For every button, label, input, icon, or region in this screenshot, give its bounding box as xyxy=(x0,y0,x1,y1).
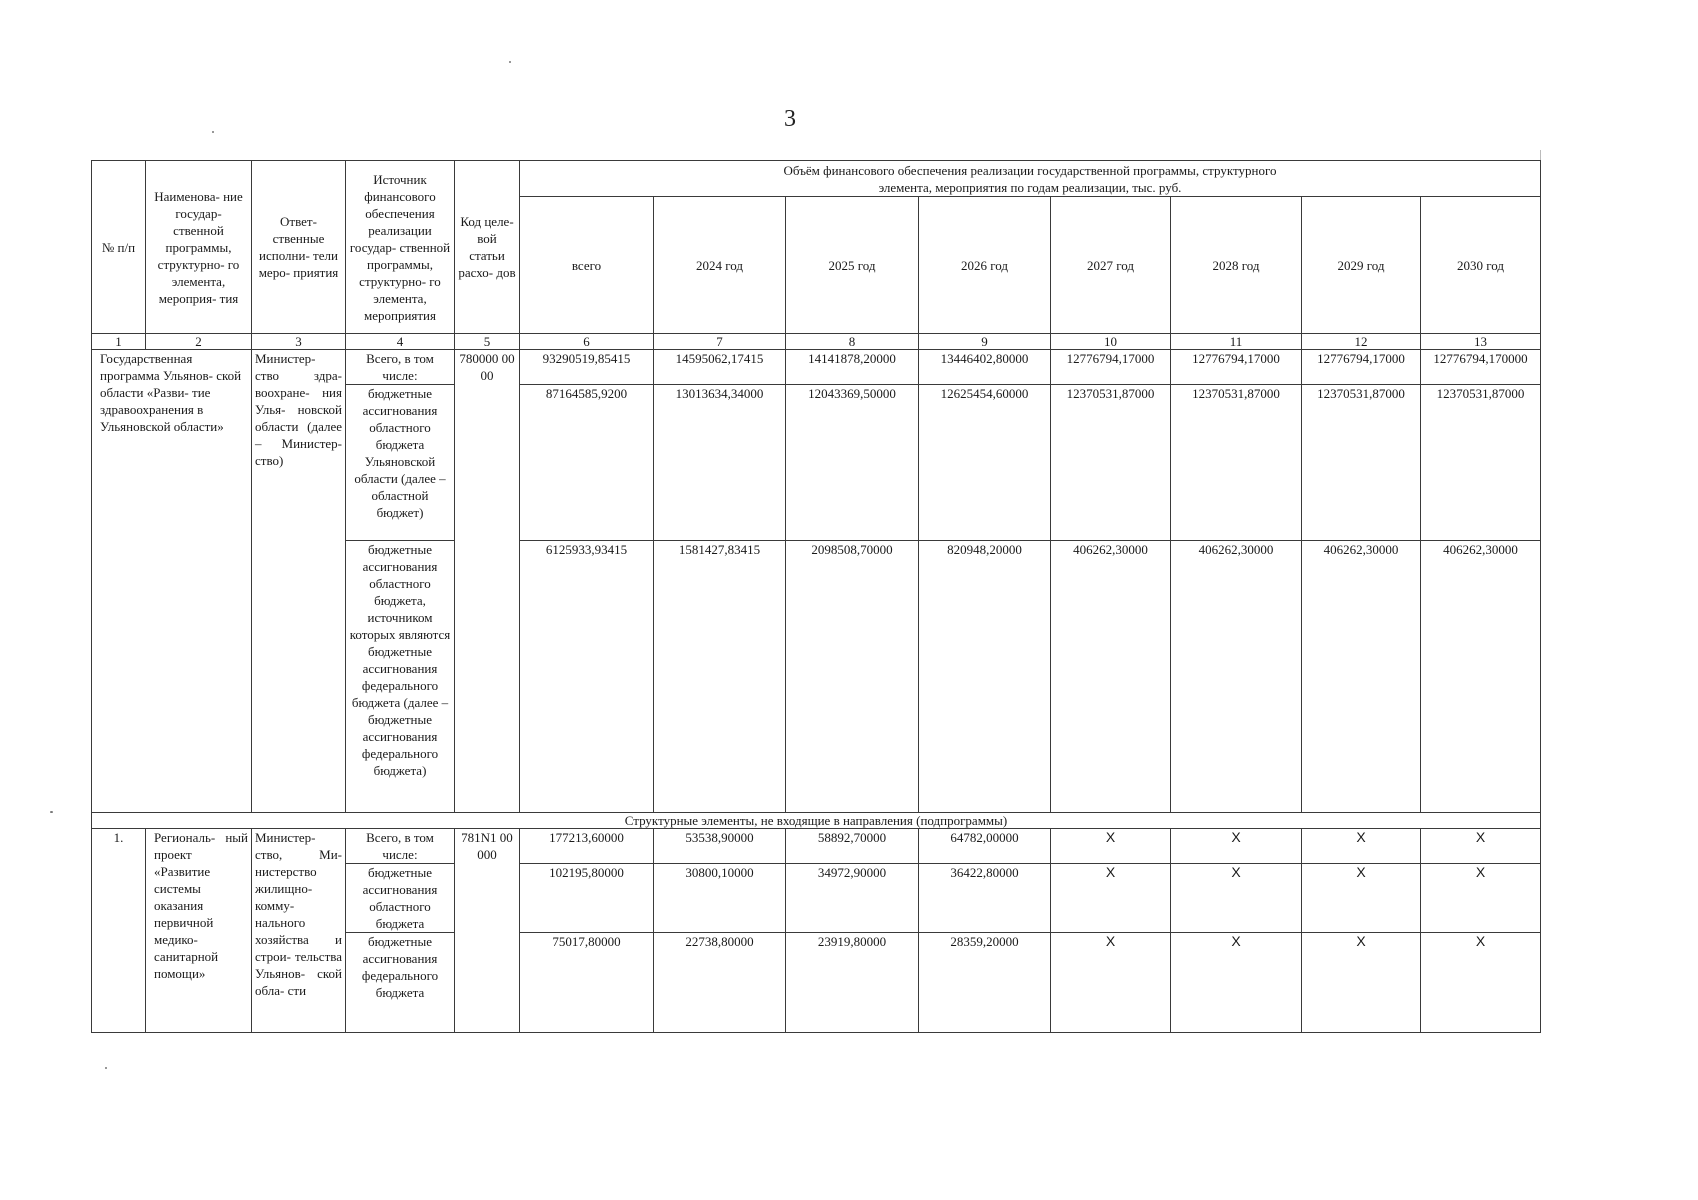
value-cell: 406262,30000 xyxy=(1302,541,1421,813)
value-cell: 22738,80000 xyxy=(654,933,786,1033)
column-number: 10 xyxy=(1051,334,1171,350)
program-row xyxy=(92,350,1541,385)
column-number: 11 xyxy=(1171,334,1302,350)
column-number: 2 xyxy=(146,334,252,350)
value-cell: X xyxy=(1421,829,1541,864)
header-number: № п/п xyxy=(92,161,146,334)
column-number: 4 xyxy=(346,334,455,350)
header-name: Наименова- ние государ- ственной программы, структурно- го элемента, мероприя- тия xyxy=(146,161,252,334)
header-year: 2024 год xyxy=(654,197,786,334)
value-cell: X xyxy=(1171,829,1302,864)
value-cell: 12776794,17000 xyxy=(1051,350,1171,385)
project-row xyxy=(92,829,1541,864)
value-cell: 58892,70000 xyxy=(786,829,919,864)
value-cell: X xyxy=(1302,829,1421,864)
column-number: 7 xyxy=(654,334,786,350)
section-row xyxy=(92,813,1541,829)
program-source: бюджетные ассигнования областного бюджета, источником которых являются бюджетные ассигнования федерального бюджета (далее – бюджетные ассигнования федерального бюджета) xyxy=(346,541,455,813)
value-cell: 36422,80000 xyxy=(919,864,1051,933)
value-cell: 12370531,87000 xyxy=(1421,385,1541,541)
column-number: 3 xyxy=(252,334,346,350)
header-year: 2028 год xyxy=(1171,197,1302,334)
value-cell: 12776794,17000 xyxy=(1302,350,1421,385)
project-source: бюджетные ассигнования федерального бюджета xyxy=(346,933,455,1033)
project-code: 781N1 00000 xyxy=(455,829,520,1033)
value-cell: X xyxy=(1051,933,1171,1033)
project-name: Региональ- ный проект «Развитие системы оказания первичной медико- санитарной помощи» xyxy=(146,829,252,1033)
value-cell: 34972,90000 xyxy=(786,864,919,933)
value-cell: 12776794,170000 xyxy=(1421,350,1541,385)
value-cell: 12625454,60000 xyxy=(919,385,1051,541)
value-cell: 12370531,87000 xyxy=(1051,385,1171,541)
scan-speck xyxy=(509,61,511,63)
column-number: 1 xyxy=(92,334,146,350)
header-responsible: Ответ- ственные исполни- тели меро- приятия xyxy=(252,161,346,334)
value-cell: X xyxy=(1421,933,1541,1033)
column-number: 12 xyxy=(1302,334,1421,350)
value-cell: X xyxy=(1051,864,1171,933)
header-row xyxy=(92,161,1541,197)
column-number: 9 xyxy=(919,334,1051,350)
value-cell: 6125933,93415 xyxy=(520,541,654,813)
value-cell: 13446402,80000 xyxy=(919,350,1051,385)
project-responsible: Министер- ство, Ми- нистерство жилищно- комму- нального хозяйства и строи- тельства Ульянов- ской обла- сти xyxy=(252,829,346,1033)
value-cell: 820948,20000 xyxy=(919,541,1051,813)
value-cell: 23919,80000 xyxy=(786,933,919,1033)
project-source: бюджетные ассигнования областного бюджета xyxy=(346,864,455,933)
value-cell: 12776794,17000 xyxy=(1171,350,1302,385)
value-cell: 12370531,87000 xyxy=(1302,385,1421,541)
header-year: 2027 год xyxy=(1051,197,1171,334)
program-name: Государственная программа Ульянов- ской области «Разви- тие здравоохранения в Ульяновской области» xyxy=(92,350,252,813)
value-cell: 102195,80000 xyxy=(520,864,654,933)
value-cell: 406262,30000 xyxy=(1171,541,1302,813)
value-cell: 87164585,9200 xyxy=(520,385,654,541)
value-cell: X xyxy=(1421,864,1541,933)
value-cell: 28359,20000 xyxy=(919,933,1051,1033)
value-cell: X xyxy=(1051,829,1171,864)
project-source: Всего, в том числе: xyxy=(346,829,455,864)
header-source: Источник финансового обеспечения реализации государ- ственной программы, структурно- го элемента, мероприятия xyxy=(346,161,455,334)
value-cell: 93290519,85415 xyxy=(520,350,654,385)
value-cell: 12043369,50000 xyxy=(786,385,919,541)
value-cell: 75017,80000 xyxy=(520,933,654,1033)
page-number: 3 xyxy=(784,106,796,132)
budget-table xyxy=(91,160,1541,1033)
value-cell: 406262,30000 xyxy=(1421,541,1541,813)
value-cell: 2098508,70000 xyxy=(786,541,919,813)
value-cell: 1581427,83415 xyxy=(654,541,786,813)
scan-speck xyxy=(212,131,214,133)
program-source: бюджетные ассигнования областного бюджета Ульяновской области (далее – областной бюджет) xyxy=(346,385,455,541)
value-cell: 14141878,20000 xyxy=(786,350,919,385)
value-cell: 30800,10000 xyxy=(654,864,786,933)
value-cell: X xyxy=(1171,933,1302,1033)
value-cell: 406262,30000 xyxy=(1051,541,1171,813)
header-year: 2029 год xyxy=(1302,197,1421,334)
program-source: Всего, в том числе: xyxy=(346,350,455,385)
column-numbers-row xyxy=(92,334,1541,350)
column-number: 13 xyxy=(1421,334,1541,350)
value-cell: 13013634,34000 xyxy=(654,385,786,541)
column-number: 6 xyxy=(520,334,654,350)
program-responsible: Министер- ство здра- воохране- ния Улья- новской области (далее – Министер- ство) xyxy=(252,350,346,813)
section-title: Структурные элементы, не входящие в направления (подпрограммы) xyxy=(92,813,1541,829)
header-year: 2030 год xyxy=(1421,197,1541,334)
value-cell: 64782,00000 xyxy=(919,829,1051,864)
column-number: 8 xyxy=(786,334,919,350)
header-volume-title: Объём финансового обеспечения реализации государственной программы, структурного элемента, мероприятия по годам реализации, тыс. руб. xyxy=(520,161,1541,197)
header-year: 2025 год xyxy=(786,197,919,334)
project-number: 1. xyxy=(92,829,146,1033)
column-number: 5 xyxy=(455,334,520,350)
value-cell: 177213,60000 xyxy=(520,829,654,864)
value-cell: X xyxy=(1171,864,1302,933)
header-total: всего xyxy=(520,197,654,334)
value-cell: X xyxy=(1302,933,1421,1033)
value-cell: X xyxy=(1302,864,1421,933)
value-cell: 14595062,17415 xyxy=(654,350,786,385)
value-cell: 12370531,87000 xyxy=(1171,385,1302,541)
header-code: Код целе- вой статьи расхо- дов xyxy=(455,161,520,334)
value-cell: 53538,90000 xyxy=(654,829,786,864)
scan-speck xyxy=(105,1067,107,1069)
scan-speck xyxy=(50,811,53,813)
program-code: 780000 0000 xyxy=(455,350,520,813)
header-year: 2026 год xyxy=(919,197,1051,334)
